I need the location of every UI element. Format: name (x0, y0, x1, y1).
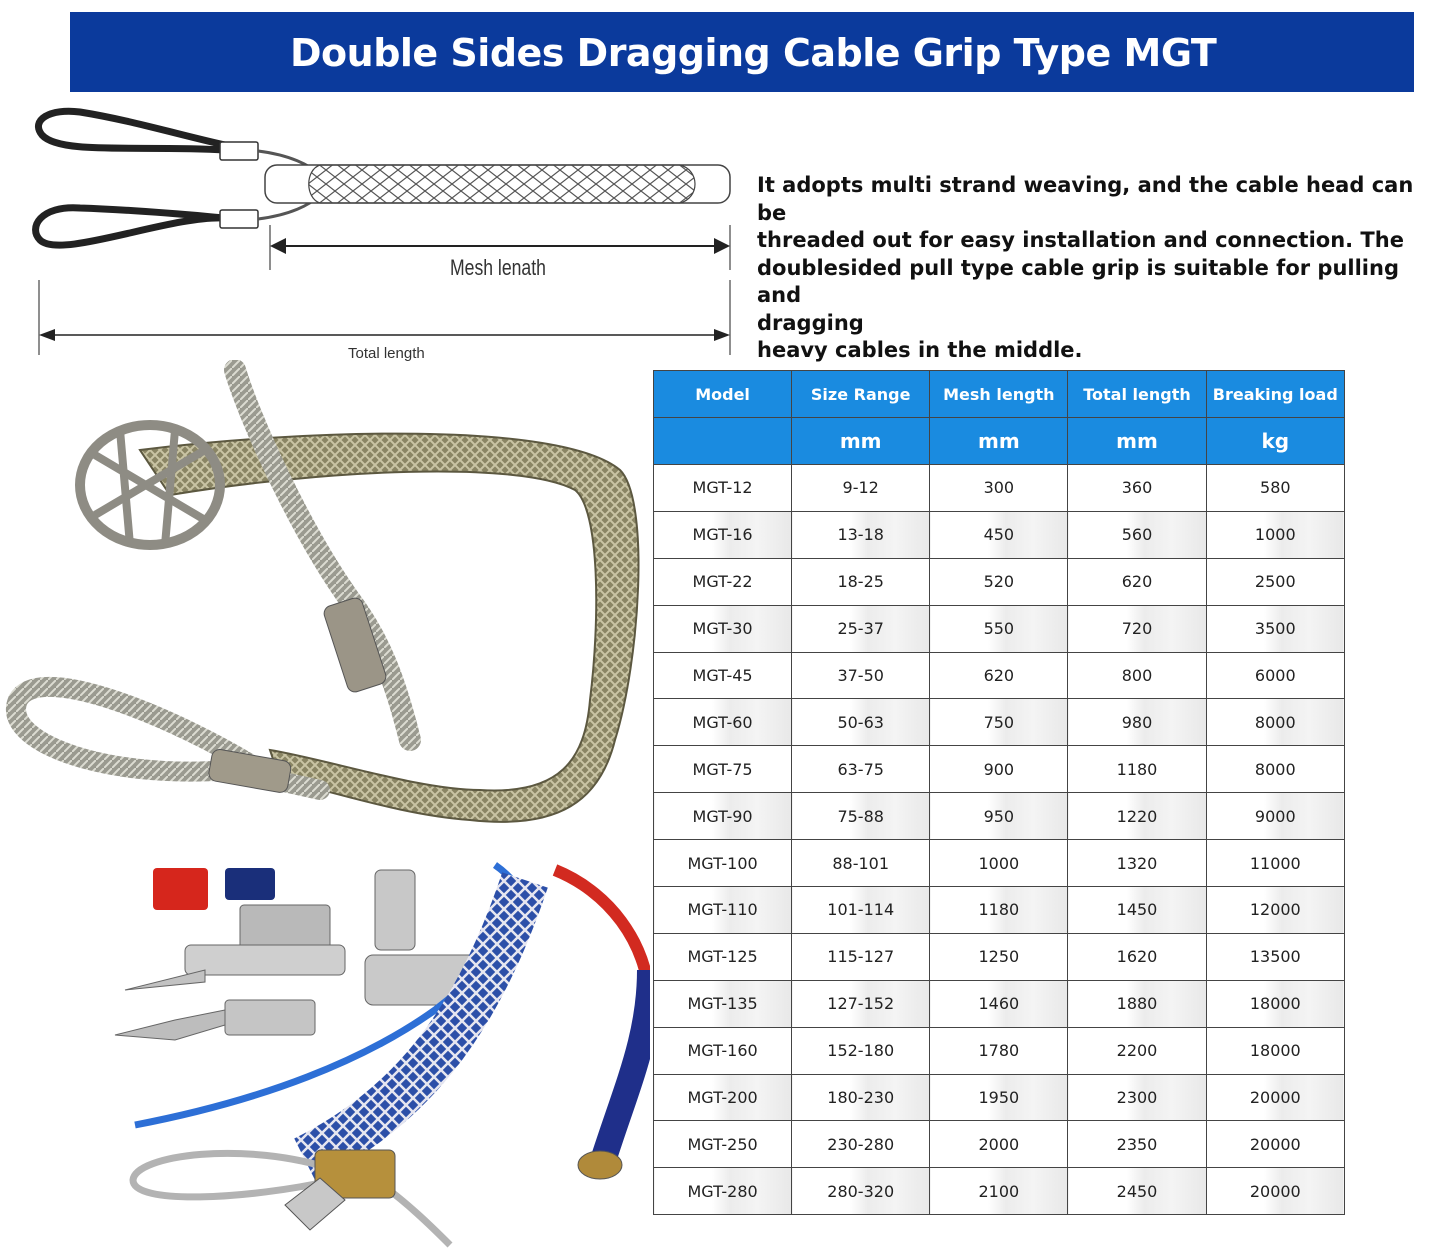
table-cell: MGT-125 (654, 933, 792, 980)
table-cell: 13500 (1206, 933, 1344, 980)
description-line: threaded out for easy installation and connection. The (757, 228, 1404, 252)
cable-grip-photo (0, 360, 645, 850)
table-cell: 1250 (930, 933, 1068, 980)
table-cell: 520 (930, 558, 1068, 605)
table-cell: 88-101 (792, 840, 930, 887)
table-cell: MGT-60 (654, 699, 792, 746)
top-ferrule (220, 142, 258, 160)
table-cell: 750 (930, 699, 1068, 746)
table-cell: 20000 (1206, 1121, 1344, 1168)
column-header: Breaking load (1206, 371, 1344, 418)
table-row (654, 980, 1345, 1027)
table-cell: MGT-16 (654, 511, 792, 558)
page-title: Double Sides Dragging Cable Grip Type MGT (290, 31, 1217, 75)
table-cell: 2500 (1206, 558, 1344, 605)
table-row (654, 1168, 1345, 1215)
table-cell: 180-230 (792, 1074, 930, 1121)
table-row (654, 1121, 1345, 1168)
cable-grip-dimension-diagram (20, 100, 750, 370)
table-cell: 3500 (1206, 605, 1344, 652)
table-row (654, 465, 1345, 512)
table-row (654, 1027, 1345, 1074)
table-row (654, 1074, 1345, 1121)
table-row (654, 746, 1345, 793)
table-cell: 950 (930, 793, 1068, 840)
table-cell: MGT-110 (654, 887, 792, 934)
top-loop (38, 111, 225, 150)
table-cell: 9-12 (792, 465, 930, 512)
table-cell: 800 (1068, 652, 1206, 699)
table-row (654, 511, 1345, 558)
table-cell: MGT-90 (654, 793, 792, 840)
table-cell: 720 (1068, 605, 1206, 652)
red-cap (153, 868, 208, 910)
column-header: Mesh length (930, 371, 1068, 418)
specifications-table (653, 370, 1345, 1215)
mesh-length-label: Mesh lenath (450, 255, 546, 280)
unit-header: mm (1068, 418, 1206, 465)
table-cell: 450 (930, 511, 1068, 558)
table-cell: 101-114 (792, 887, 930, 934)
table-cell: 1000 (1206, 511, 1344, 558)
mesh-section (309, 165, 695, 203)
table-cell: 18000 (1206, 980, 1344, 1027)
column-header: Total length (1068, 371, 1206, 418)
unit-header (654, 418, 792, 465)
table-cell: 230-280 (792, 1121, 930, 1168)
table-cell: 20000 (1206, 1168, 1344, 1215)
table-row (654, 605, 1345, 652)
table-cell: 550 (930, 605, 1068, 652)
table-cell: MGT-30 (654, 605, 792, 652)
table-cell: 11000 (1206, 840, 1344, 887)
table-cell: 152-180 (792, 1027, 930, 1074)
blue-cap (225, 868, 275, 900)
table-cell: 1220 (1068, 793, 1206, 840)
table-cell: 127-152 (792, 980, 930, 1027)
table-cell: MGT-12 (654, 465, 792, 512)
table-cell: 1320 (1068, 840, 1206, 887)
product-description (757, 172, 1427, 365)
bottom-loop (36, 208, 225, 245)
fittings-and-hoses-photo (105, 860, 650, 1250)
table-cell: 18-25 (792, 558, 930, 605)
column-header: Model (654, 371, 792, 418)
table-cell: 2300 (1068, 1074, 1206, 1121)
table-cell: 1780 (930, 1027, 1068, 1074)
table-cell: 75-88 (792, 793, 930, 840)
table-cell: 12000 (1206, 887, 1344, 934)
table-cell: 560 (1068, 511, 1206, 558)
table-cell: 280-320 (792, 1168, 930, 1215)
table-cell: 6000 (1206, 652, 1344, 699)
title-banner (70, 12, 1414, 92)
table-cell: MGT-200 (654, 1074, 792, 1121)
bottom-ferrule (220, 210, 258, 228)
table-cell: 8000 (1206, 746, 1344, 793)
table-row (654, 652, 1345, 699)
table-cell: 900 (930, 746, 1068, 793)
table-cell: MGT-250 (654, 1121, 792, 1168)
table-cell: 1180 (930, 887, 1068, 934)
table-cell: 580 (1206, 465, 1344, 512)
description-line: dragging (757, 310, 864, 335)
table-cell: 8000 (1206, 699, 1344, 746)
table-body (654, 465, 1345, 1215)
table-cell: MGT-75 (654, 746, 792, 793)
table-cell: MGT-160 (654, 1027, 792, 1074)
table-row (654, 699, 1345, 746)
description-line: It adopts multi strand weaving, and the cable head can be (757, 173, 1414, 225)
table-cell: 1450 (1068, 887, 1206, 934)
table-cell: 2100 (930, 1168, 1068, 1215)
dark-blue-hose (600, 970, 650, 1170)
red-hose (555, 870, 650, 1010)
column-header: Size Range (792, 371, 930, 418)
table-cell: 13-18 (792, 511, 930, 558)
description-line: heavy cables in the middle. (757, 338, 1083, 362)
top-wire-rope (235, 370, 410, 740)
table-row (654, 933, 1345, 980)
table-cell: 25-37 (792, 605, 930, 652)
table-cell: 1000 (930, 840, 1068, 887)
unit-header: mm (792, 418, 930, 465)
table-cell: 50-63 (792, 699, 930, 746)
table-cell: 2200 (1068, 1027, 1206, 1074)
table-cell: 620 (1068, 558, 1206, 605)
table-unit-row (654, 418, 1345, 465)
table-cell: 1180 (1068, 746, 1206, 793)
table-cell: 2350 (1068, 1121, 1206, 1168)
total-length-label: Total length (348, 345, 425, 362)
table-cell: MGT-135 (654, 980, 792, 1027)
unit-header: kg (1206, 418, 1344, 465)
table-cell: 2450 (1068, 1168, 1206, 1215)
description-line: doublesided pull type cable grip is suitable for pulling and (757, 255, 1399, 307)
table-header-row (654, 371, 1345, 418)
table-cell: 300 (930, 465, 1068, 512)
table-cell: 18000 (1206, 1027, 1344, 1074)
table-cell: 1620 (1068, 933, 1206, 980)
table-cell: 115-127 (792, 933, 930, 980)
table-cell: 9000 (1206, 793, 1344, 840)
table-cell: MGT-22 (654, 558, 792, 605)
table-cell: MGT-280 (654, 1168, 792, 1215)
table-cell: 2000 (930, 1121, 1068, 1168)
table-cell: MGT-100 (654, 840, 792, 887)
table-cell: 980 (1068, 699, 1206, 746)
table-cell: 620 (930, 652, 1068, 699)
unit-header: mm (930, 418, 1068, 465)
table-cell: 1460 (930, 980, 1068, 1027)
table-row (654, 558, 1345, 605)
table-cell: 63-75 (792, 746, 930, 793)
table-row (654, 840, 1345, 887)
table-cell: 360 (1068, 465, 1206, 512)
table-row (654, 793, 1345, 840)
table-cell: 37-50 (792, 652, 930, 699)
table-cell: 20000 (1206, 1074, 1344, 1121)
table-cell: 1950 (930, 1074, 1068, 1121)
table-cell: MGT-45 (654, 652, 792, 699)
table-row (654, 887, 1345, 934)
table-cell: 1880 (1068, 980, 1206, 1027)
